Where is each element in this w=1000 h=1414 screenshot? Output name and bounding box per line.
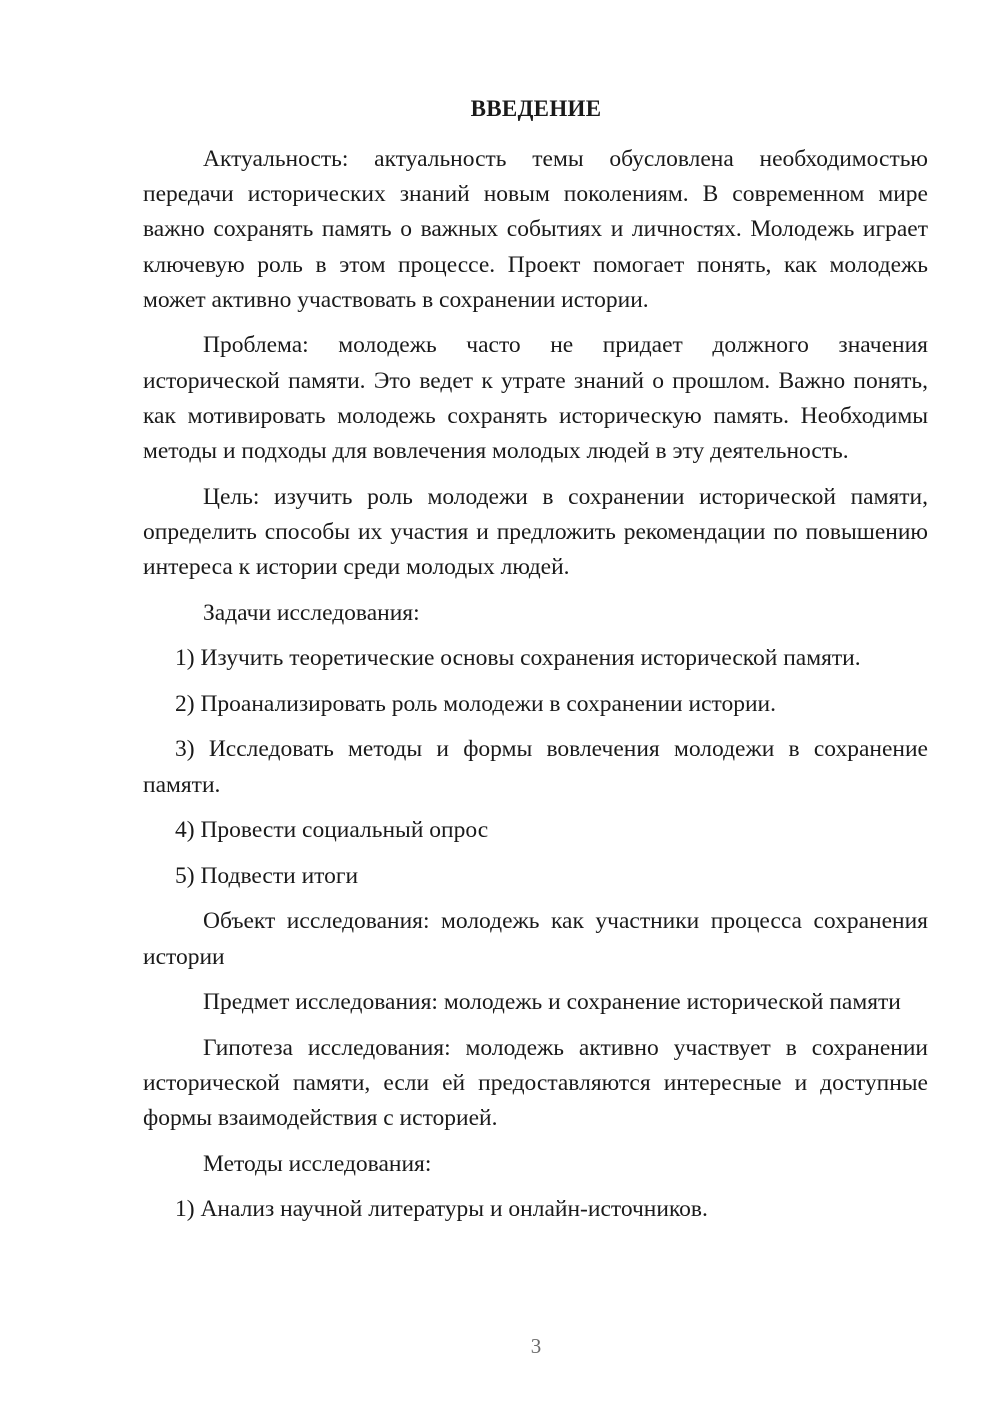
paragraph-goal: Цель: изучить роль молодежи в сохранении исторической памяти, определить способы их участия и предложить рекомендации по повышению интереса к истории среди молодых людей.	[143, 483, 928, 581]
paragraph-tasks-heading: Задачи исследования:	[203, 599, 420, 626]
paragraph-problem: Проблема: молодежь часто не придает должного значения исторической памяти. Это ведет к утрате знаний о прошлом. Важно понять, как мотивировать молодежь сохранять историческую память. Необходимы методы и подходы для вовлечения молодых людей в эту деятельность.	[143, 332, 928, 465]
paragraph-relevance: Актуальность: актуальность темы обусловлена необходимостью передачи исторических знаний новым поколениям. В современном мире важно сохранять память о важных событиях и личностях. Молодежь играет ключевую роль в этом процессе. Проект помогает понять, как молодежь может активно участвовать в сохранении истории.	[143, 146, 928, 313]
paragraph-object: Объект исследования: молодежь как участники процесса сохранения истории	[143, 908, 928, 970]
paragraph-subject: Предмет исследования: молодежь и сохранение исторической памяти	[203, 989, 901, 1016]
list-item-method-1: 1) Анализ научной литературы и онлайн-источников.	[175, 1196, 708, 1223]
section-heading: ВВЕДЕНИЕ	[470, 96, 602, 121]
list-item-task-5: 5) Подвести итоги	[175, 862, 359, 889]
list-item-task-4: 4) Провести социальный опрос	[175, 817, 489, 844]
paragraph-methods-heading: Методы исследования:	[203, 1150, 432, 1177]
list-item-task-1: 1) Изучить теоретические основы сохранения исторической памяти.	[175, 645, 861, 672]
list-item-task-3: 3) Исследовать методы и формы вовлечения молодежи в сохранение памяти.	[143, 736, 928, 798]
list-item-task-2: 2) Проанализировать роль молодежи в сохранении истории.	[175, 690, 776, 717]
page-number: 3	[530, 1334, 542, 1358]
paragraph-hypothesis: Гипотеза исследования: молодежь активно участвует в сохранении исторической памяти, если ей предоставляются интересные и доступные формы взаимодействия с историей.	[143, 1034, 928, 1132]
document-body	[143, 142, 928, 1238]
